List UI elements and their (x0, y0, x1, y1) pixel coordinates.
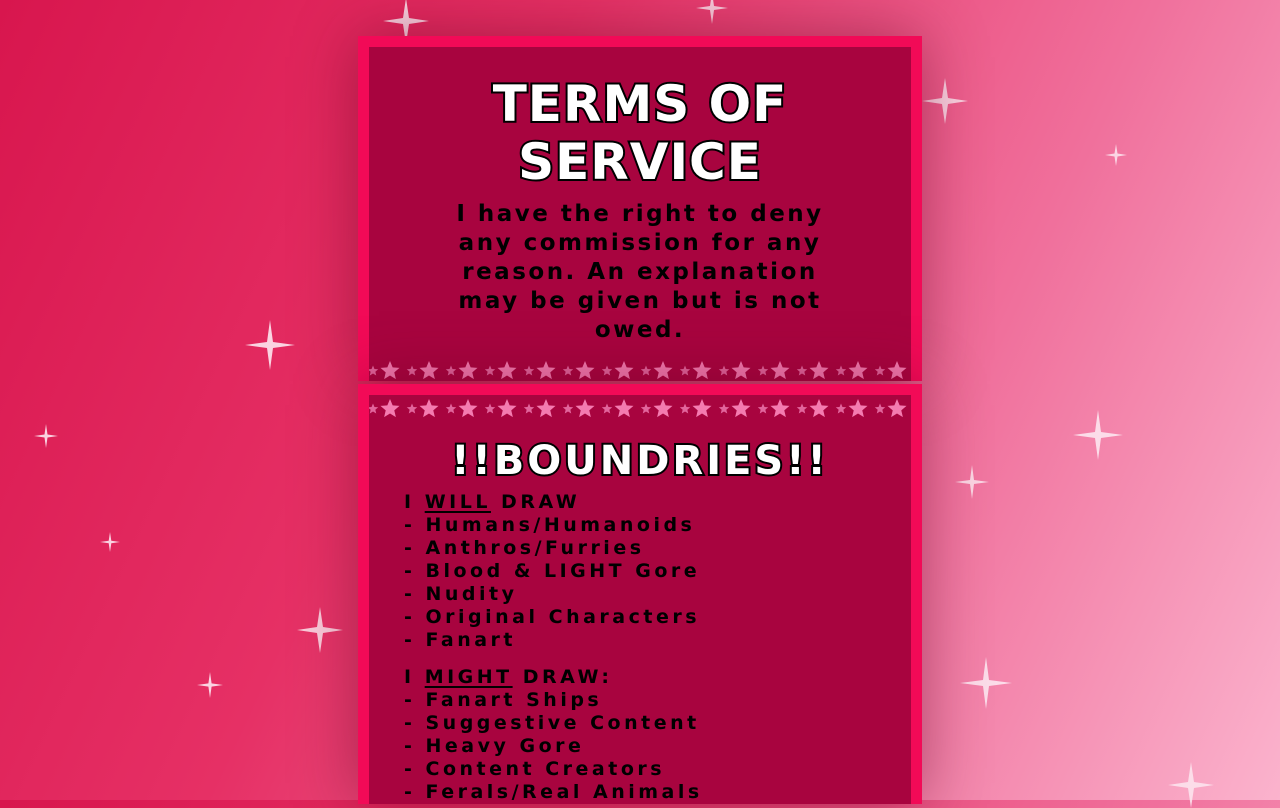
star-decoration (407, 366, 417, 376)
star-border-bottom (369, 359, 911, 381)
tos-title-line1: TERMS OF (492, 75, 788, 133)
will-draw-list (404, 491, 700, 652)
star-decoration (614, 399, 633, 417)
star-decoration (809, 399, 828, 417)
star-decoration (614, 361, 633, 379)
star-decoration (758, 366, 768, 376)
star-decoration (458, 361, 477, 379)
list-item: - Humans/Humanoids (404, 514, 696, 536)
list-item: - Anthros/Furries (404, 537, 645, 559)
star-decoration (887, 399, 906, 417)
sparkle-icon (197, 672, 223, 698)
star-decoration (887, 361, 906, 379)
star-decoration (524, 404, 534, 414)
might-prefix: I (404, 666, 425, 688)
boundaries-title: !!BOUNDRIES!! (451, 438, 829, 484)
sparkle-icon (1168, 762, 1214, 808)
list-item: - Content Creators (404, 758, 666, 780)
star-decoration (836, 404, 846, 414)
sparkle-icon (1073, 410, 1123, 460)
star-decoration (575, 361, 594, 379)
sparkle-icon (955, 465, 989, 499)
list-item: - Suggestive Content (404, 712, 700, 734)
star-decoration (563, 404, 573, 414)
tos-title-line2: SERVICE (518, 133, 762, 191)
list-item: - Nudity (404, 583, 518, 605)
might-suffix: DRAW: (512, 666, 613, 688)
boundaries-card-inner (369, 395, 911, 804)
star-decoration (797, 404, 807, 414)
star-decoration (770, 399, 789, 417)
star-decoration (485, 366, 495, 376)
star-decoration (770, 361, 789, 379)
star-decoration (419, 361, 438, 379)
star-decoration (836, 366, 846, 376)
sparkle-icon (696, 0, 728, 24)
tos-text: I have the right to deny any commission for any reason. An explanation may be given but is not owed. (456, 201, 824, 343)
list-item: - Blood & LIGHT Gore (404, 560, 701, 582)
star-decoration (536, 361, 555, 379)
star-decoration (653, 399, 672, 417)
star-decoration (692, 361, 711, 379)
star-decoration (692, 399, 711, 417)
star-decoration (848, 399, 867, 417)
sparkle-icon (297, 607, 343, 653)
list-item: - Fanart (404, 629, 516, 651)
star-decoration (575, 399, 594, 417)
star-decoration (719, 366, 729, 376)
sparkle-icon (245, 320, 295, 370)
sparkle-icon (34, 424, 58, 448)
might-draw-heading (404, 666, 703, 689)
star-decoration (875, 404, 885, 414)
list-item: - Ferals/Real Animals (404, 781, 703, 803)
star-decoration (458, 399, 477, 417)
sparkle-icon (960, 657, 1012, 709)
star-decoration (497, 361, 516, 379)
will-keyword: WILL (424, 491, 491, 513)
star-decoration (380, 361, 399, 379)
star-decoration (446, 366, 456, 376)
star-decoration (680, 366, 690, 376)
might-keyword: MIGHT (424, 666, 513, 688)
star-decoration (419, 399, 438, 417)
star-decoration (602, 366, 612, 376)
star-decoration (731, 361, 750, 379)
sparkle-icon (922, 78, 968, 124)
tos-card-inner (369, 47, 911, 381)
list-item: - Heavy Gore (404, 735, 585, 757)
star-decoration (524, 366, 534, 376)
sparkle-icon (100, 532, 120, 552)
star-decoration (809, 361, 828, 379)
sparkle-icon (1105, 144, 1127, 166)
star-decoration (758, 404, 768, 414)
boundaries-card (358, 384, 922, 804)
star-decoration (485, 404, 495, 414)
list-item: - Fanart Ships (404, 689, 603, 711)
tos-card (358, 36, 922, 381)
might-draw-list (404, 666, 703, 804)
star-decoration (369, 366, 378, 376)
star-decoration (848, 361, 867, 379)
star-decoration (407, 404, 417, 414)
star-decoration (641, 366, 651, 376)
star-decoration (680, 404, 690, 414)
star-decoration (719, 404, 729, 414)
star-decoration (653, 361, 672, 379)
star-decoration (731, 399, 750, 417)
will-draw-heading (404, 491, 700, 514)
will-prefix: I (404, 491, 425, 513)
star-decoration (497, 399, 516, 417)
list-item: - Original Characters (404, 606, 701, 628)
star-decoration (797, 366, 807, 376)
star-decoration (641, 404, 651, 414)
will-suffix: DRAW (490, 491, 581, 513)
star-decoration (875, 366, 885, 376)
star-decoration (536, 399, 555, 417)
star-border-top (369, 397, 911, 419)
star-decoration (602, 404, 612, 414)
star-decoration (446, 404, 456, 414)
star-decoration (380, 399, 399, 417)
tos-title (369, 75, 911, 191)
star-decoration (563, 366, 573, 376)
star-decoration (369, 404, 378, 414)
